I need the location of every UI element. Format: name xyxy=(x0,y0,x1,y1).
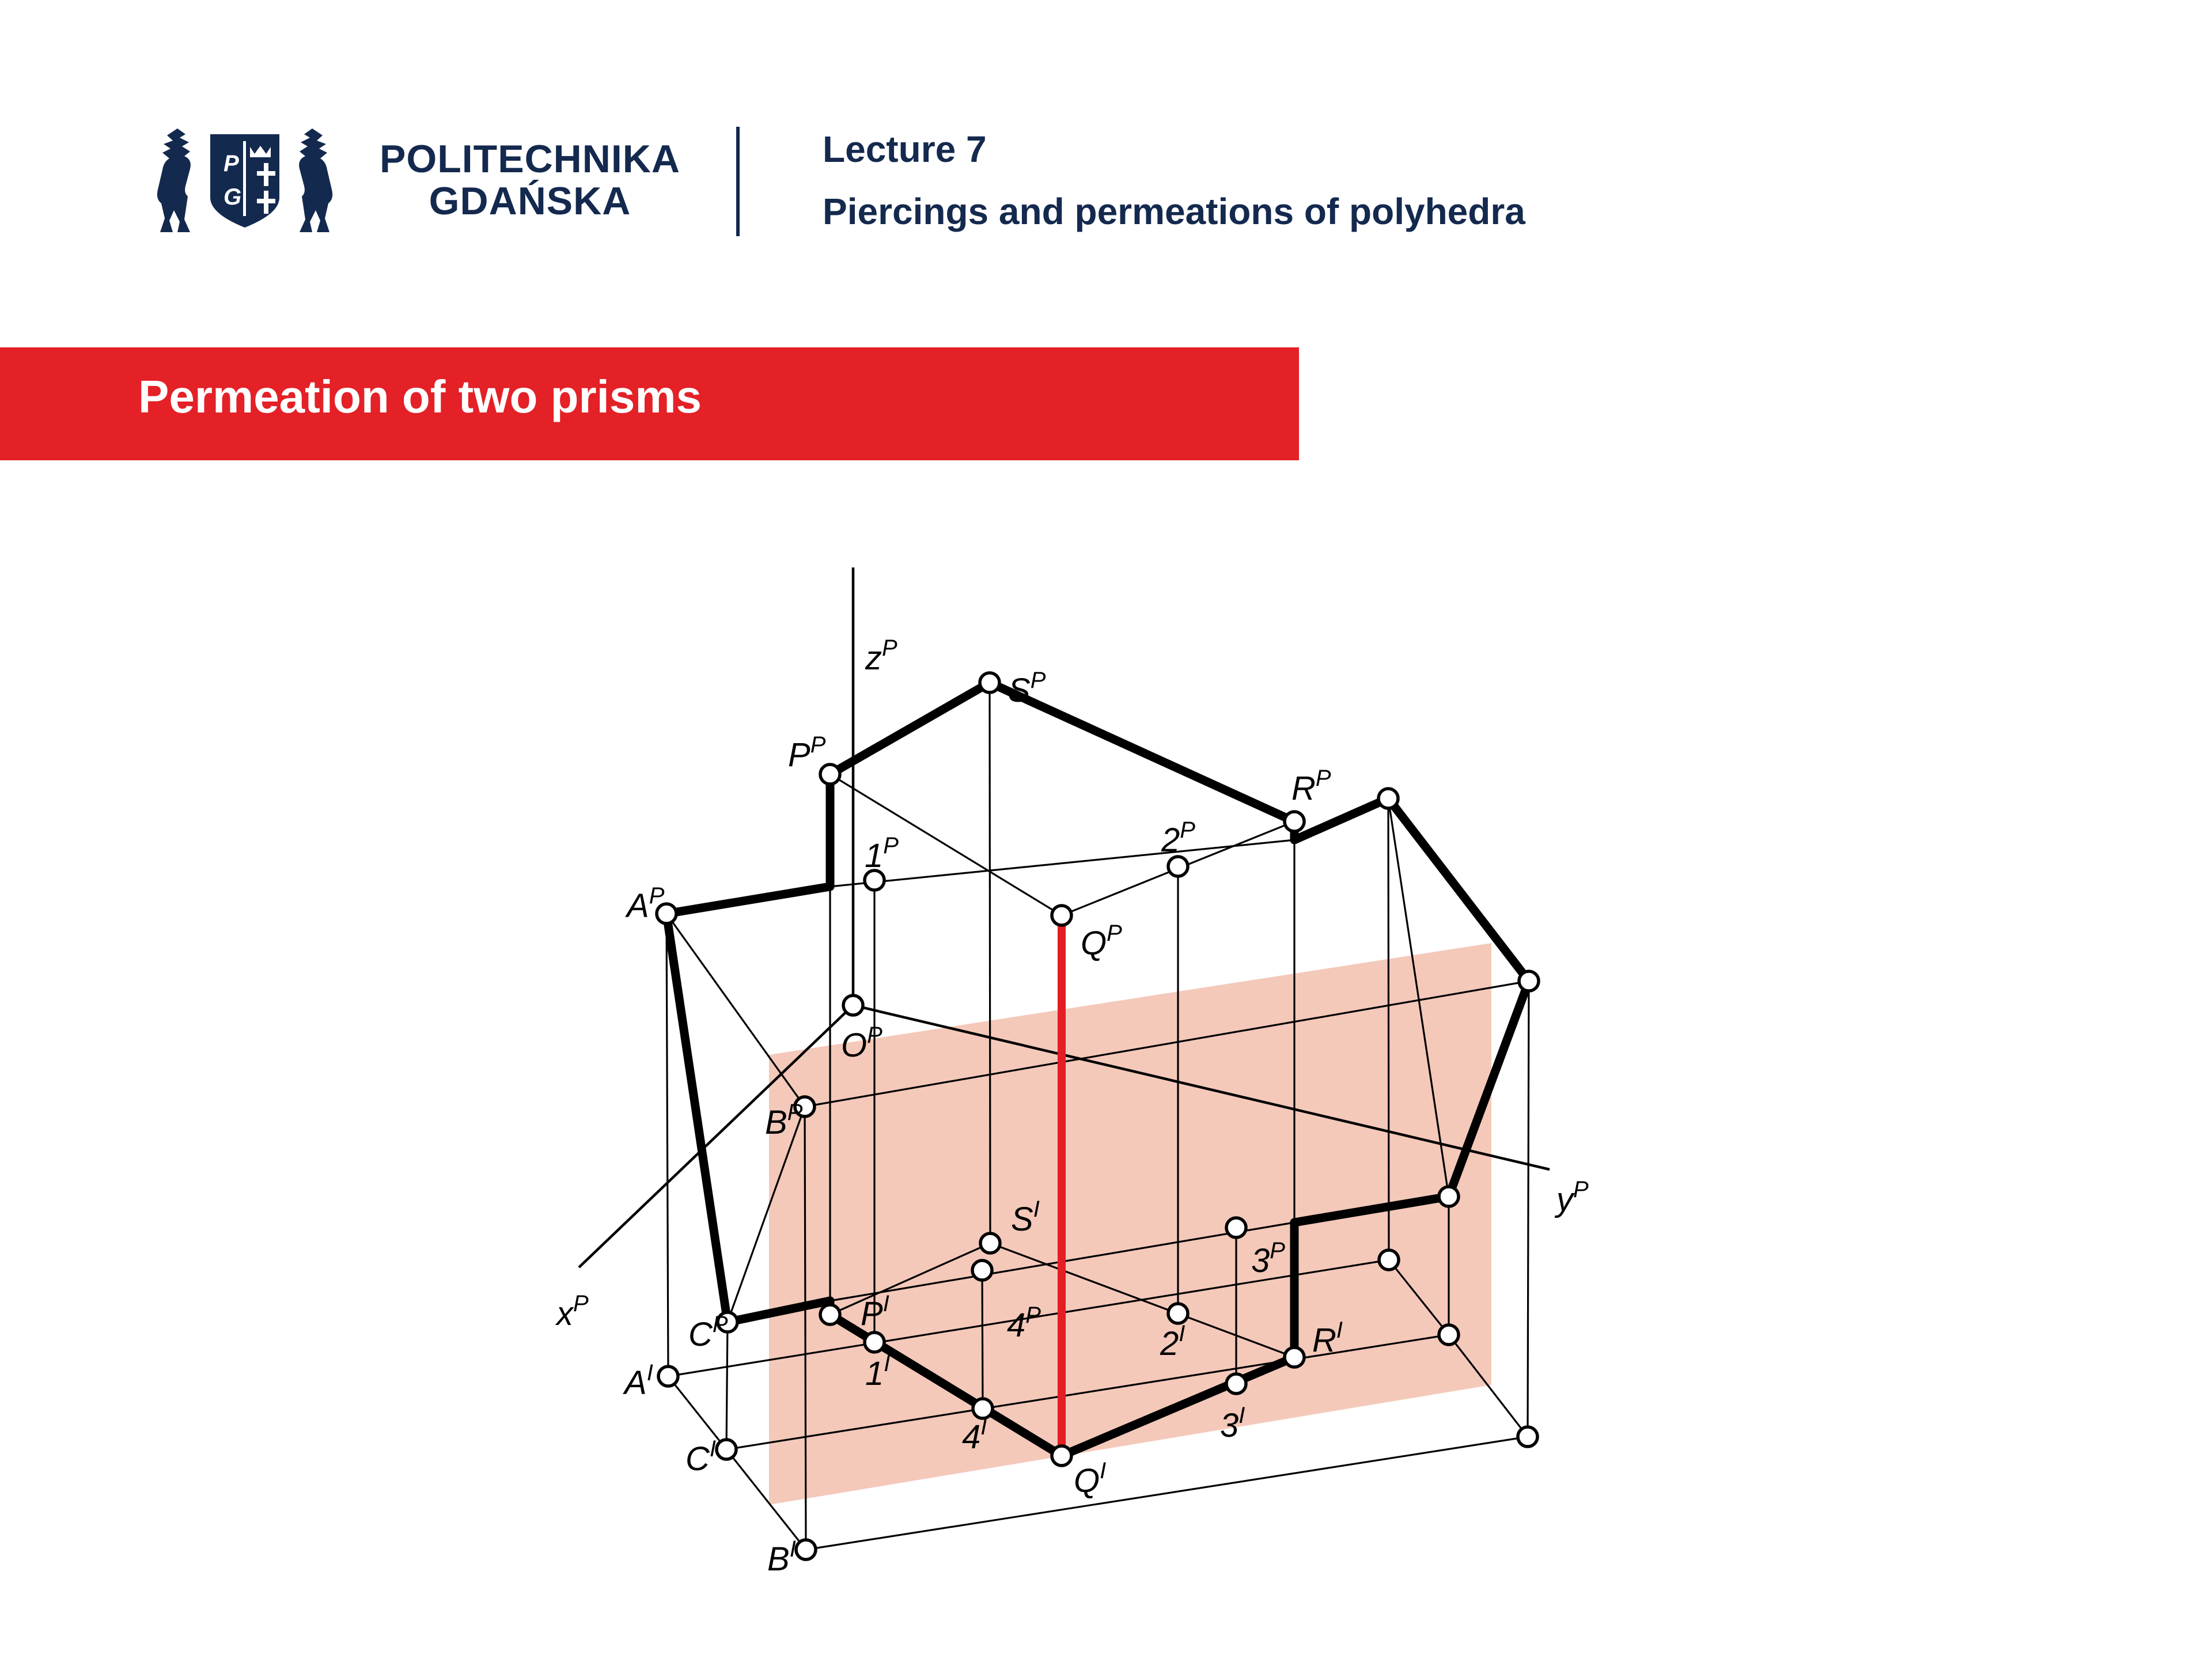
prism-edge-bold xyxy=(666,914,728,1322)
university-name-line1: POLITECHNIKA xyxy=(380,137,680,181)
point-dot-AI xyxy=(658,1366,678,1386)
point-dot-PI xyxy=(820,1305,840,1324)
point-dot-SP xyxy=(980,673,999,692)
point-dot-4P xyxy=(972,1260,992,1280)
prism-edge-bold xyxy=(990,683,1294,821)
point-dot xyxy=(1439,1187,1459,1206)
lecture-title: Piercings and permeations of polyhedra xyxy=(823,191,1525,232)
point-dot-CI xyxy=(717,1440,736,1459)
point-dot-SI xyxy=(980,1233,1000,1253)
point-label-2P: $2^P$ xyxy=(1161,817,1195,859)
point-label-4I: $4^I$ xyxy=(962,1414,987,1456)
construction-line xyxy=(666,914,668,1376)
point-dot-1I xyxy=(865,1332,884,1352)
point-label-3I: $3^I$ xyxy=(1220,1403,1245,1444)
prism-edge-bold xyxy=(666,887,830,914)
axis-label-z: $z^P$ xyxy=(865,635,897,677)
point-label-2I: $2^I$ xyxy=(1160,1321,1185,1362)
point-label-CI: $C^I$ xyxy=(685,1436,717,1478)
point-label-CP: $C^P$ xyxy=(688,1312,728,1353)
point-dot-OP xyxy=(843,995,863,1015)
point-dot-RI xyxy=(1285,1347,1304,1367)
point-label-3P: $3^P$ xyxy=(1251,1238,1285,1279)
construction-line xyxy=(1388,798,1389,1260)
point-label-RP: $R^P$ xyxy=(1291,766,1331,807)
point-label-BI: $B^I$ xyxy=(767,1536,796,1578)
point-label-PI: $P^I$ xyxy=(861,1291,889,1332)
point-label-1I: $1^I$ xyxy=(865,1351,891,1392)
point-dot-RP xyxy=(1285,812,1304,831)
point-dot-2I xyxy=(1168,1304,1188,1323)
point-label-PP: $P^P$ xyxy=(788,732,826,774)
construction-line xyxy=(805,1107,806,1550)
axis-label-x: $x^P$ xyxy=(556,1291,589,1332)
point-label-AI: $A^I$ xyxy=(624,1360,653,1402)
point-label-BP: $B^P$ xyxy=(765,1100,803,1141)
construction-line xyxy=(1528,981,1529,1437)
point-label-SP: $S^P$ xyxy=(1008,668,1046,709)
point-label-AP: $A^P$ xyxy=(627,883,665,925)
lecture-number: Lecture 7 xyxy=(823,128,987,170)
point-label-QI: $Q^I$ xyxy=(1074,1458,1107,1500)
point-dot-3I xyxy=(1226,1374,1246,1394)
crest-letter-g: G xyxy=(224,184,242,210)
point-dot xyxy=(1519,971,1539,991)
axis-label-y: $y^P$ xyxy=(1556,1177,1589,1218)
point-dot xyxy=(1439,1325,1459,1345)
point-dot-2P xyxy=(1168,857,1188,876)
point-dot-BI xyxy=(796,1540,816,1559)
point-dot xyxy=(1518,1427,1537,1447)
construction-line xyxy=(668,1376,726,1449)
university-name-line2: GDAŃSKA xyxy=(429,179,631,224)
point-label-OP: $O^P$ xyxy=(841,1023,882,1064)
point-label-SI: $S^I$ xyxy=(1011,1197,1040,1238)
point-label-QP: $Q^P$ xyxy=(1081,921,1122,962)
point-label-1P: $1^P$ xyxy=(865,833,899,874)
point-dot-PP xyxy=(820,764,840,784)
point-label-RI: $R^I$ xyxy=(1312,1318,1343,1359)
point-dot-3P xyxy=(1226,1218,1246,1237)
point-label-4P: $4^P$ xyxy=(1007,1303,1041,1344)
section-title: Permeation of two prisms xyxy=(138,371,702,422)
point-dot-QP xyxy=(1052,906,1071,925)
point-dot-QI xyxy=(1052,1446,1071,1466)
construction-line xyxy=(982,1270,983,1409)
construction-line xyxy=(830,840,1294,887)
point-dot xyxy=(1378,789,1398,808)
crest-letter-p: P xyxy=(224,151,239,176)
construction-line xyxy=(726,1322,728,1449)
point-dot xyxy=(1379,1250,1399,1270)
